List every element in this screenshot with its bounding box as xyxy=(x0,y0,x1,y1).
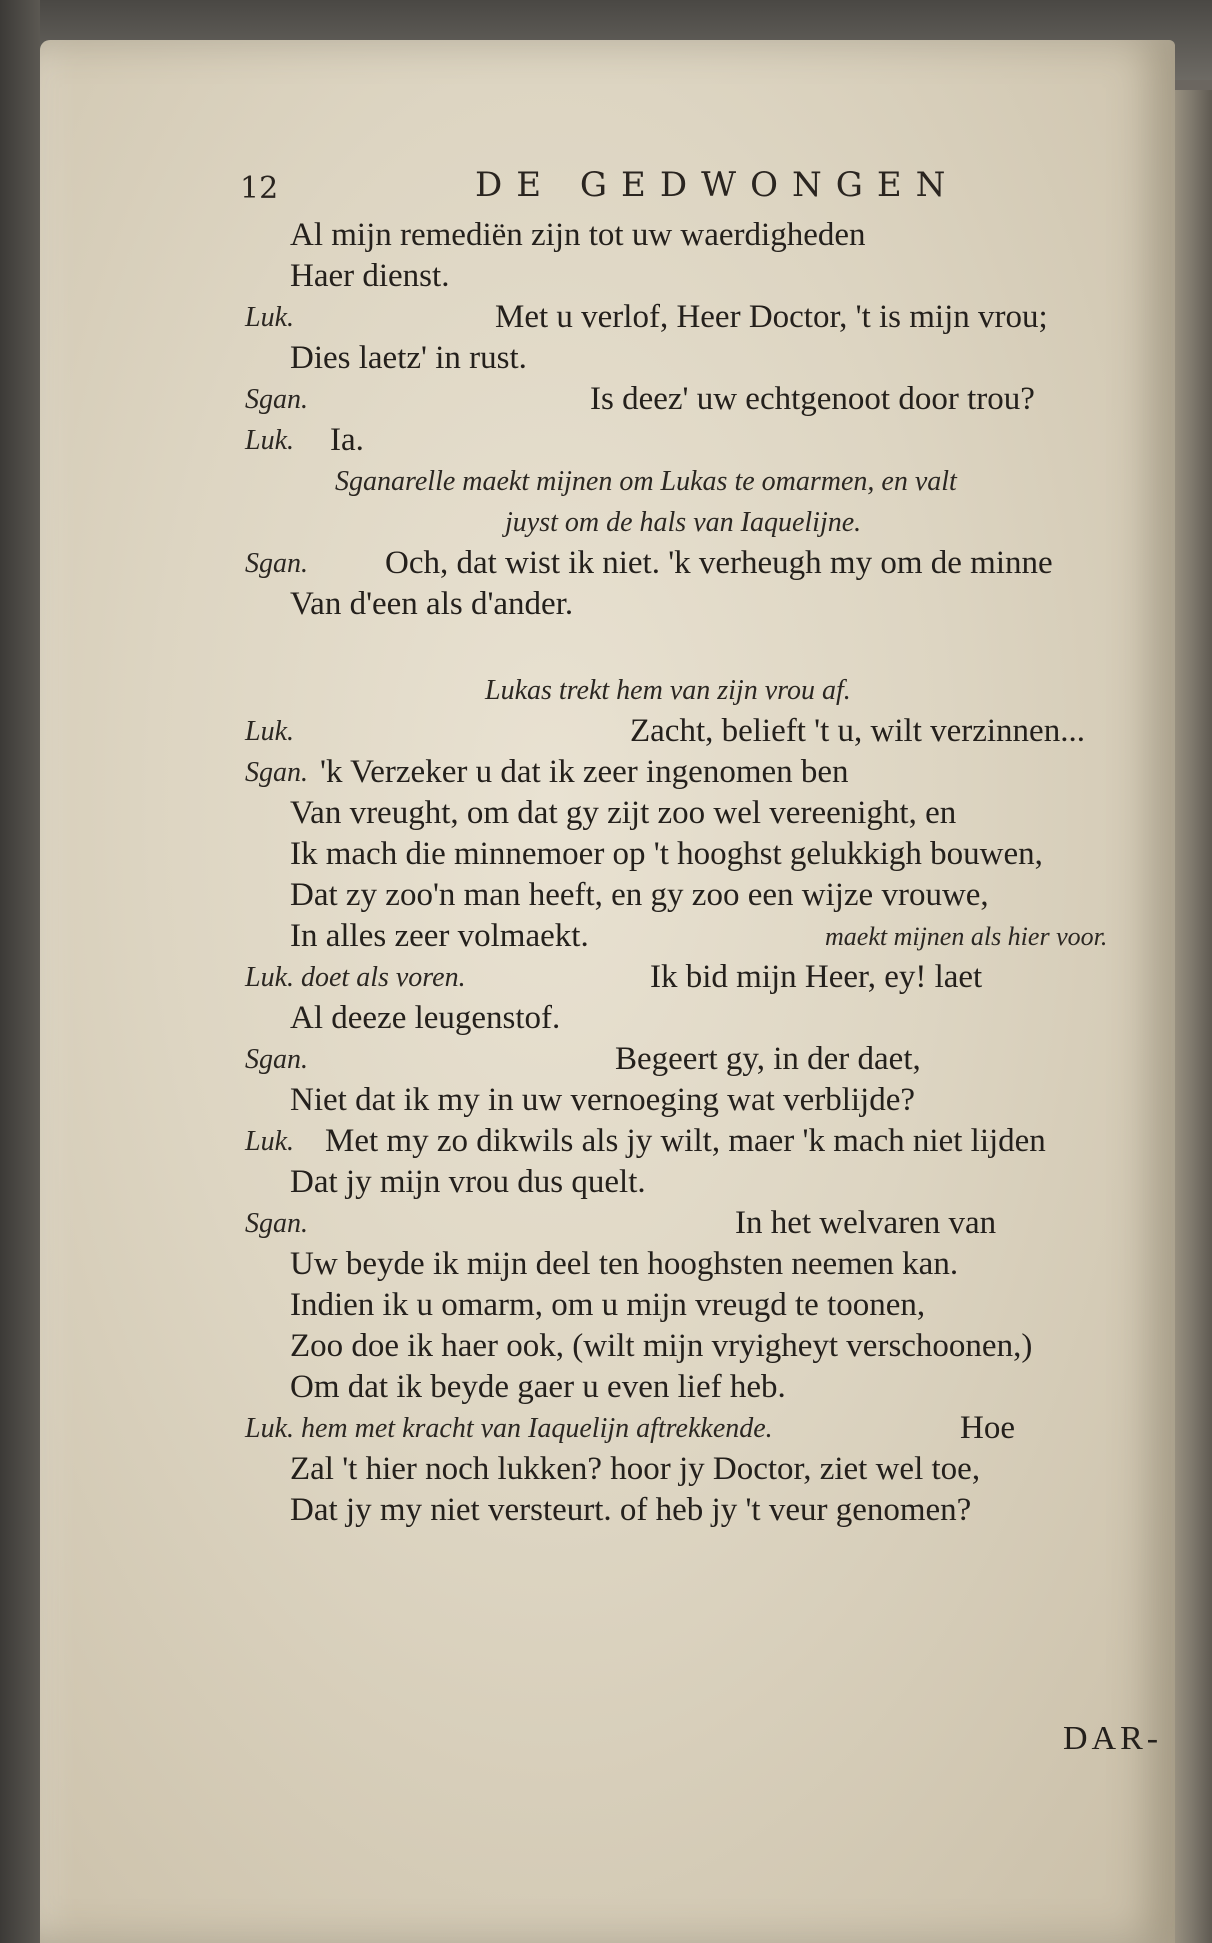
verse-line xyxy=(245,875,1175,916)
speech-text: Begeert gy, in der daet, xyxy=(615,1041,921,1077)
verse-line xyxy=(245,916,1175,957)
speech-text: In alles zeer volmaekt. xyxy=(290,918,589,954)
speech-text: Dat jy mijn vrou dus quelt. xyxy=(290,1164,646,1200)
speech-text: Haer dienst. xyxy=(290,258,450,294)
speech-text: Dies laetz' in rust. xyxy=(290,340,527,376)
verse-line xyxy=(245,711,1175,752)
verse-line xyxy=(245,1326,1175,1367)
speech-text: Van d'een als d'ander. xyxy=(290,586,574,622)
verse-line xyxy=(245,1162,1175,1203)
speech-text: Niet dat ik my in uw vernoeging wat verblijde? xyxy=(290,1082,916,1118)
page-number: 12 xyxy=(240,171,279,206)
verse-line xyxy=(245,297,1175,338)
speaker-label: Luk. xyxy=(245,716,294,747)
verse-line xyxy=(245,1285,1175,1326)
speaker-label: Luk. doet als voren. xyxy=(245,962,466,993)
verse-line xyxy=(245,1367,1175,1408)
verse-line xyxy=(245,543,1175,584)
speech-text: Ia. xyxy=(330,422,364,458)
background-left xyxy=(0,0,40,1943)
verse-line xyxy=(245,998,1175,1039)
verse-line xyxy=(245,1449,1175,1490)
verse-line xyxy=(245,1203,1175,1244)
verse-line xyxy=(245,215,1175,256)
page-header xyxy=(240,165,1000,215)
verse-line xyxy=(245,1080,1175,1121)
speech-text: Och, dat wist ik niet. 'k verheugh my om de minne xyxy=(385,545,1053,581)
stage-direction: Lukas trekt hem van zijn vrou af. xyxy=(485,675,851,706)
verse-line xyxy=(245,1039,1175,1080)
speech-text: In het welvaren van xyxy=(735,1205,997,1241)
stage-direction: Sganarelle maekt mijnen om Lukas te omarmen, en valt xyxy=(335,466,957,497)
stage-direction-line xyxy=(245,502,1175,543)
speech-text: Zacht, belieft 't u, wilt verzinnen... xyxy=(630,713,1085,749)
stage-direction: juyst om de hals van Iaquelijne. xyxy=(505,507,862,538)
inline-stage-direction: maekt mijnen als hier voor. xyxy=(825,922,1108,951)
verse-line xyxy=(245,1244,1175,1285)
speaker-label: Sgan. xyxy=(245,548,308,579)
verse-line xyxy=(245,752,1175,793)
speech-text: Met u verlof, Heer Doctor, 't is mijn vrou; xyxy=(495,299,1048,335)
verse-line xyxy=(245,1490,1175,1531)
speech-text: Dat jy my niet versteurt. of heb jy 't veur genomen? xyxy=(290,1492,972,1528)
speech-text: Uw beyde ik mijn deel ten hooghsten neemen kan. xyxy=(290,1246,959,1282)
verse-line xyxy=(245,420,1175,461)
speech-text: Met my zo dikwils als jy wilt, maer 'k mach niet lijden xyxy=(325,1123,1046,1159)
catchword: DAR- xyxy=(1063,1720,1163,1757)
next-page-edge xyxy=(1172,90,1212,1943)
speech-text: Zal 't hier noch lukken? hoor jy Doctor, ziet wel toe, xyxy=(290,1451,981,1487)
speech-text: Ik bid mijn Heer, ey! laet xyxy=(650,959,983,995)
speech-text: Zoo doe ik haer ook, (wilt mijn vryigheyt verschoonen,) xyxy=(290,1328,1033,1364)
verse-line xyxy=(245,834,1175,875)
speaker-label: Luk. xyxy=(245,425,294,456)
stage-direction-line xyxy=(245,670,1175,711)
verse-line xyxy=(245,1408,1175,1449)
running-head: DE GEDWONGEN xyxy=(475,165,960,205)
stage-direction-line xyxy=(245,461,1175,502)
speaker-label: Sgan. xyxy=(245,384,308,415)
speech-text: Hoe xyxy=(960,1410,1015,1446)
speech-text: Ik mach die minnemoer op 't hooghst gelukkigh bouwen, xyxy=(290,836,1043,872)
speech-text: Is deez' uw echtgenoot door trou? xyxy=(590,381,1035,417)
verse-line xyxy=(245,256,1175,297)
speech-text: Al deeze leugenstof. xyxy=(290,1000,561,1036)
verse-line xyxy=(245,957,1175,998)
speaker-label: Luk. xyxy=(245,302,294,333)
speech-text: 'k Verzeker u dat ik zeer ingenomen ben xyxy=(320,754,849,790)
speaker-label: Sgan. xyxy=(245,1044,308,1075)
verse-line xyxy=(245,379,1175,420)
speaker-label: Sgan. xyxy=(245,1208,308,1239)
speaker-label: Luk. xyxy=(245,1126,294,1157)
verse-line xyxy=(245,793,1175,834)
speech-text: Om dat ik beyde gaer u even lief heb. xyxy=(290,1369,786,1405)
speaker-label: Luk. hem met kracht van Iaquelijn aftrekkende. xyxy=(245,1413,773,1444)
speech-text: Van vreught, om dat gy zijt zoo wel vereenight, en xyxy=(290,795,957,831)
verse-line xyxy=(245,1121,1175,1162)
verse-line xyxy=(245,584,1175,625)
speaker-label: Sgan. xyxy=(245,757,308,788)
speech-text: Al mijn remediën zijn tot uw waerdigheden xyxy=(290,217,866,253)
play-text xyxy=(245,215,1175,1531)
verse-line xyxy=(245,338,1175,379)
speech-text: Dat zy zoo'n man heeft, en gy zoo een wijze vrouwe, xyxy=(290,877,989,913)
blank-line xyxy=(245,625,1175,670)
speech-text: Indien ik u omarm, om u mijn vreugd te toonen, xyxy=(290,1287,926,1323)
